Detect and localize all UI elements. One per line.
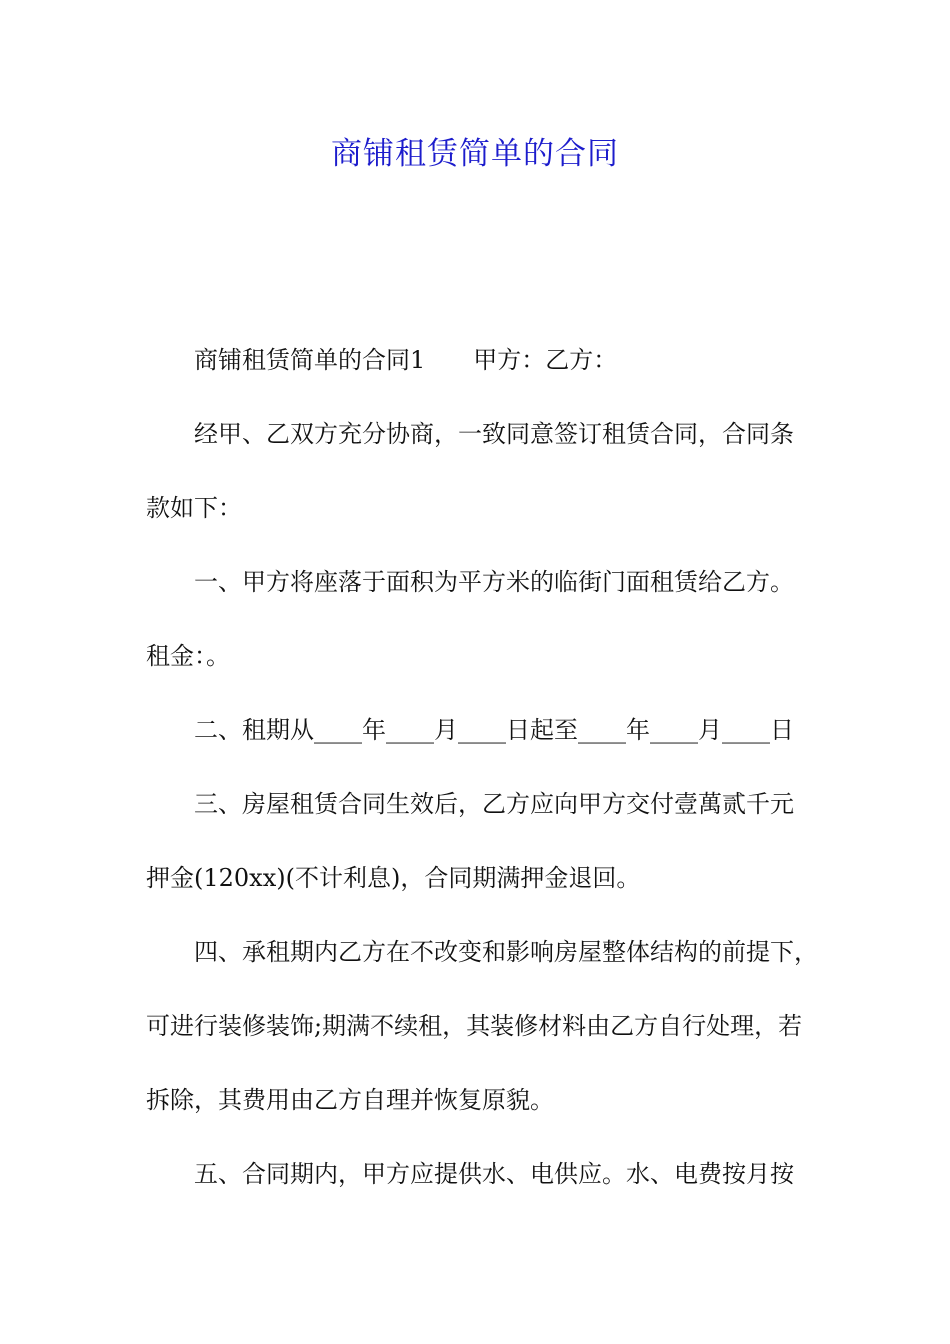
paragraph-line: 四、承租期内乙方在不改变和影响房屋整体结构的前提下， xyxy=(194,938,818,966)
contract-heading: 商铺租赁简单的合同1 xyxy=(194,346,426,374)
document-title: 商铺租赁简单的合同 xyxy=(331,136,619,172)
paragraph-line: 一、甲方将座落于面积为平方米的临街门面租赁给乙方。 xyxy=(194,568,794,596)
paragraph-line: 经甲、乙双方充分协商，一致同意签订租赁合同，合同条 xyxy=(194,420,794,448)
paragraph-line: 二、租期从____年____月____日起至____年____月____日 xyxy=(194,716,794,744)
paragraph-line xyxy=(146,337,810,411)
paragraph-line: 拆除，其费用由乙方自理并恢复原貌。 xyxy=(146,1086,554,1114)
parties-label: 甲方：乙方： xyxy=(473,346,618,374)
paragraph-line: 押金(120xx)(不计利息)，合同期满押金退回。 xyxy=(146,864,641,892)
document-body xyxy=(146,337,818,1225)
paragraph-line: 三、房屋租赁合同生效后，乙方应向甲方交付壹萬贰千元 xyxy=(194,790,794,818)
paragraph-line: 五、合同期内，甲方应提供水、电供应。水、电费按月按 xyxy=(194,1160,794,1188)
paragraph-line: 款如下： xyxy=(146,494,242,522)
paragraph-line: 可进行装修装饰;期满不续租，其装修材料由乙方自行处理，若 xyxy=(146,1012,803,1040)
paragraph-line: 租金：。 xyxy=(146,642,230,670)
